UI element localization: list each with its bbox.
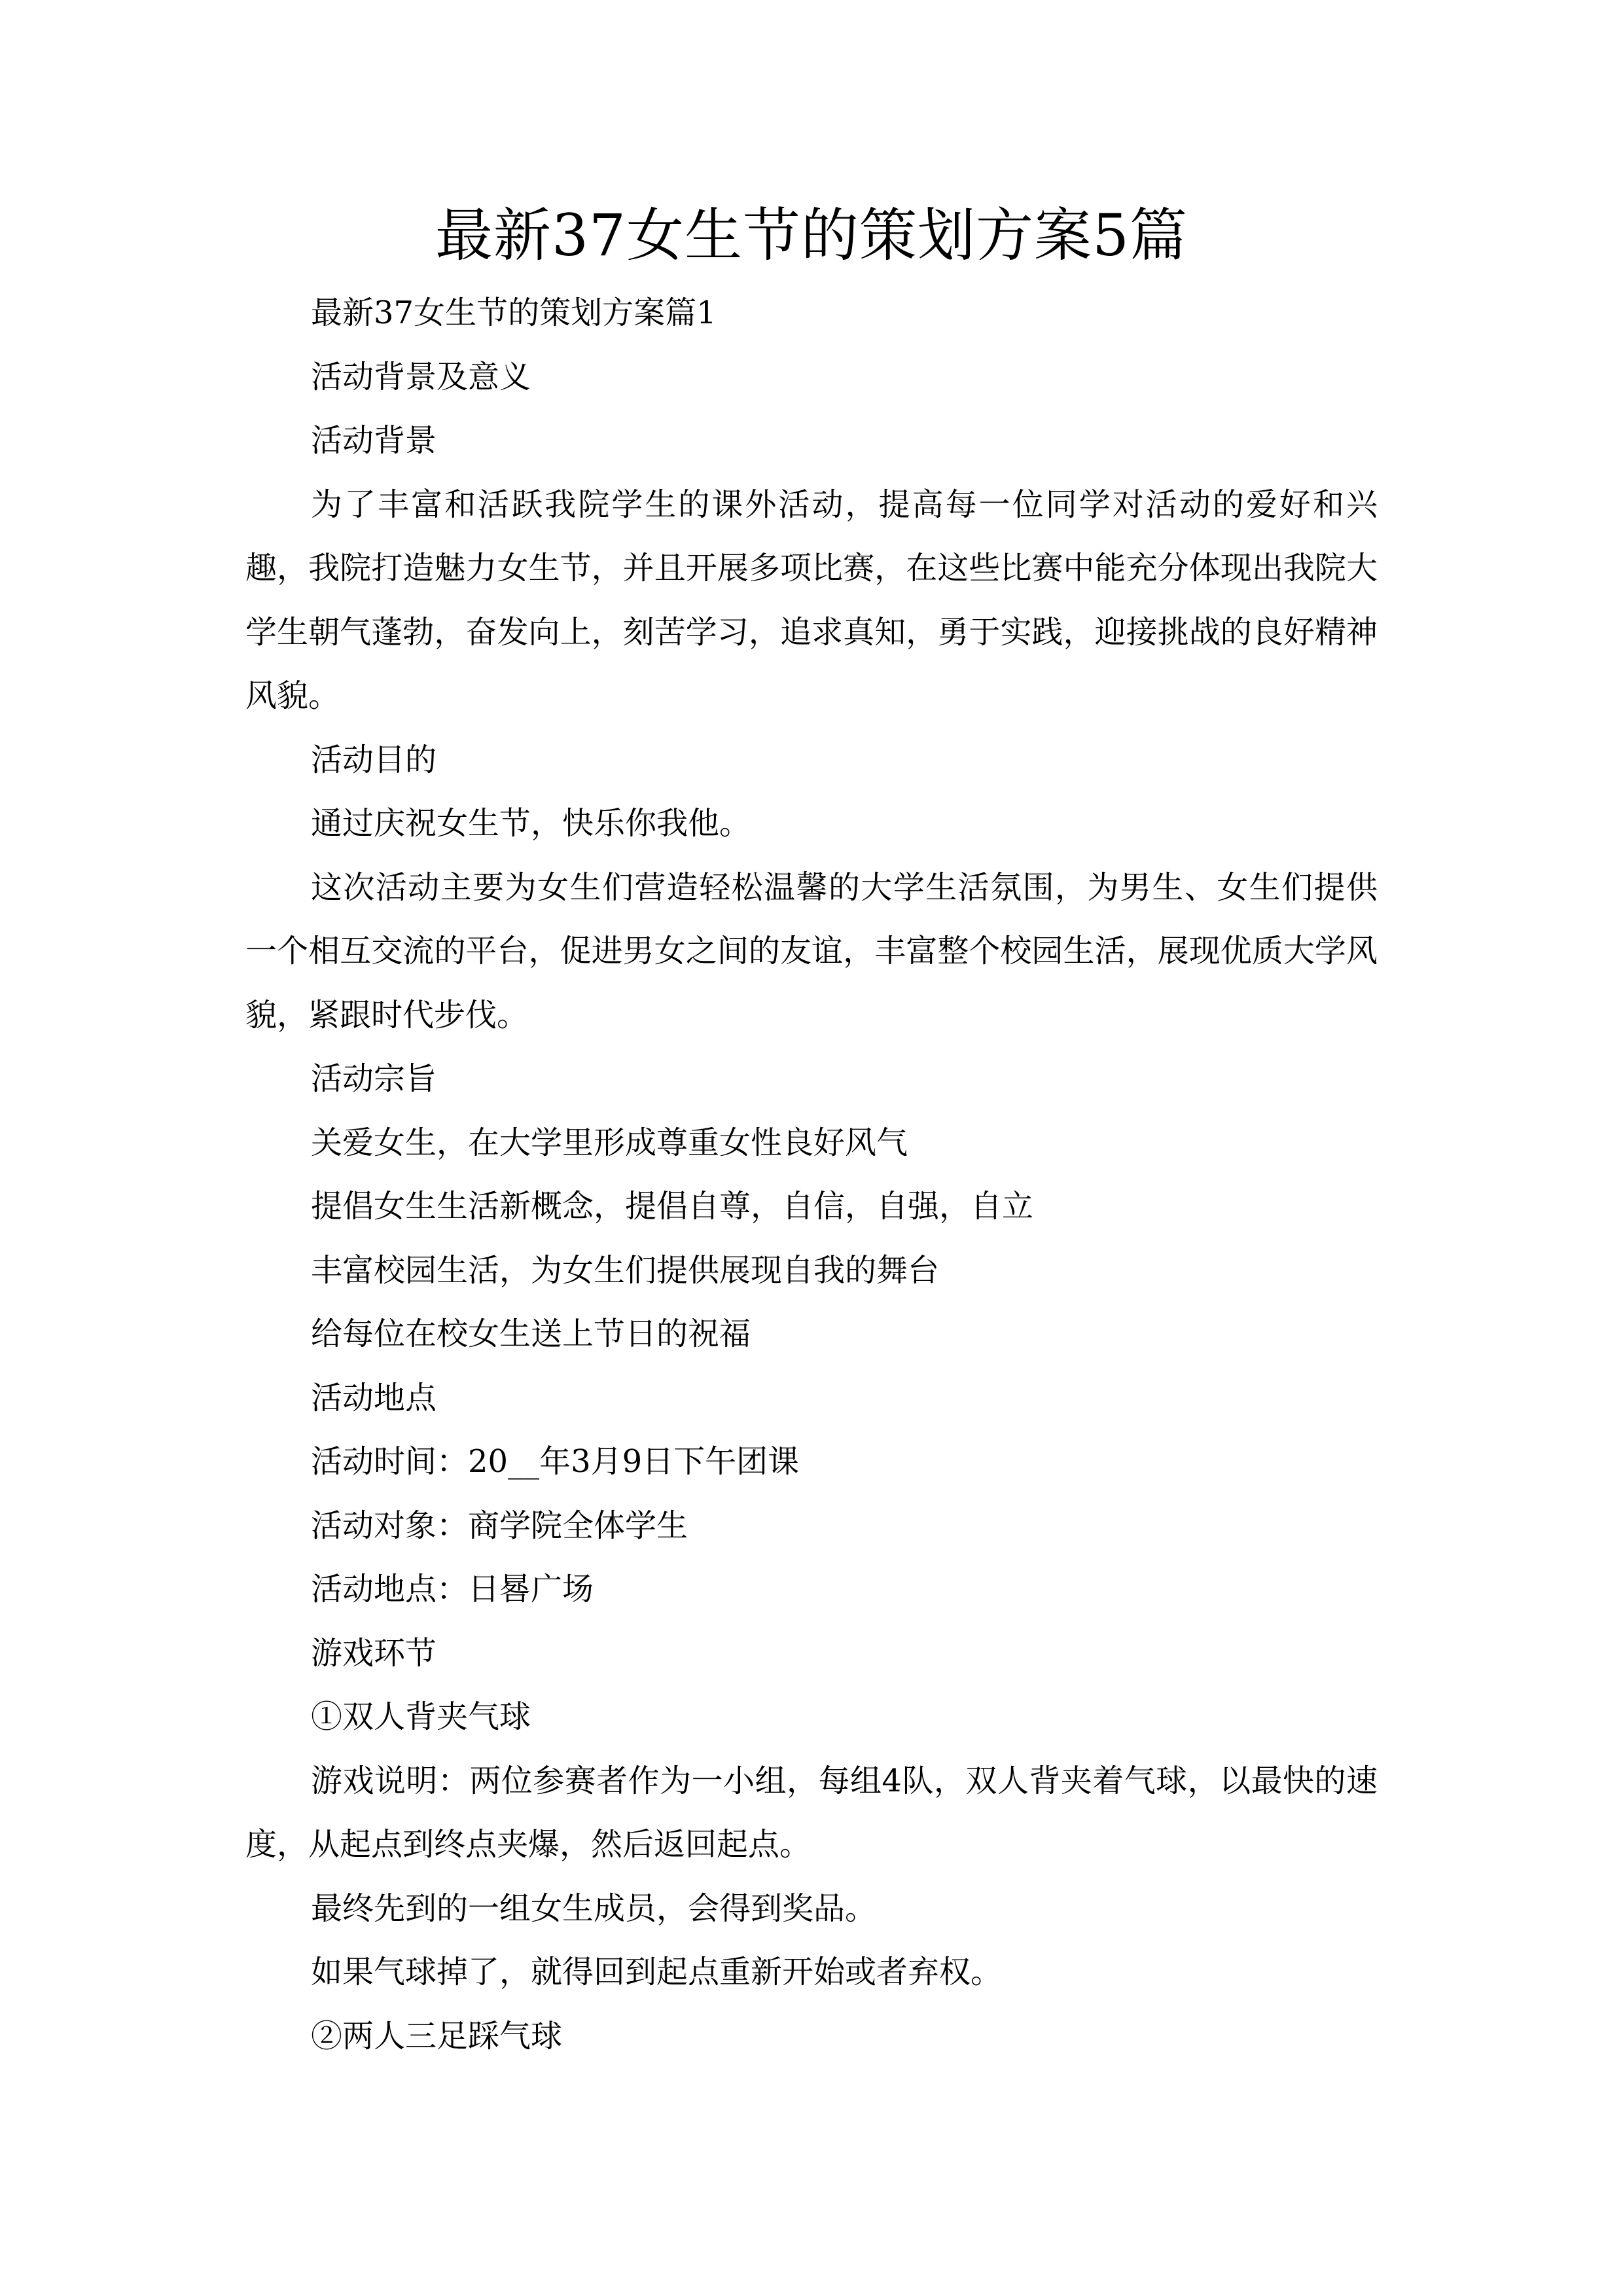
body-paragraph: 提倡女生生活新概念，提倡自尊，自信，自强，自立 [311, 1188, 1034, 1225]
body-paragraph: 活动时间：20__年3月9日下午团课 [311, 1443, 800, 1480]
body-paragraph: 游戏说明：两位参赛者作为一小组，每组4队，双人背夹着气球，以最快的速度，从起点到终点夹爆，然后返回起点。 [245, 1762, 1378, 1863]
section-heading: 活动背景及意义 [311, 358, 531, 395]
body-paragraph: 丰富校园生活，为女生们提供展现自我的舞台 [311, 1251, 940, 1289]
body-paragraph: 这次活动主要为女生们营造轻松温馨的大学生活氛围，为男生、女生们提供一个相互交流的平台，促进男女之间的友谊，丰富整个校园生活，展现优质大学风貌，紧跟时代步伐。 [245, 869, 1378, 1033]
document-title: 最新37女生节的策划方案5篇 [435, 202, 1188, 269]
section-heading: 活动目的 [311, 741, 437, 778]
body-paragraph: 活动地点：日晷广场 [311, 1571, 594, 1607]
section-heading: 游戏环节 [311, 1634, 437, 1672]
body-paragraph: 给每位在校女生送上节日的祝福 [311, 1316, 751, 1352]
body-paragraph: 活动对象：商学院全体学生 [311, 1507, 688, 1544]
document-body [245, 281, 1378, 2068]
body-paragraph: 通过庆祝女生节，快乐你我他。 [311, 805, 751, 842]
section-heading: 最新37女生节的策划方案篇1 [311, 295, 717, 331]
body-paragraph: 关爱女生，在大学里形成尊重女性良好风气 [311, 1124, 908, 1161]
section-heading: 活动宗旨 [311, 1060, 437, 1097]
body-paragraph: 为了丰富和活跃我院学生的课外活动，提高每一位同学对活动的爱好和兴趣，我院打造魅力女生节，并且开展多项比赛，在这些比赛中能充分体现出我院大学生朝气蓬勃，奋发向上，刻苦学习，追求真知，勇于实践，迎接挑战的良好精神风貌。 [245, 486, 1378, 714]
body-paragraph: 最终先到的一组女生成员，会得到奖品。 [311, 1890, 877, 1927]
list-item: ①双人背夹气球 [311, 1698, 531, 1735]
section-heading: 活动背景 [311, 422, 437, 459]
body-paragraph: 如果气球掉了，就得回到起点重新开始或者弃权。 [311, 1954, 1003, 1990]
list-item: ②两人三足踩气球 [311, 2017, 563, 2054]
section-heading: 活动地点 [311, 1379, 437, 1416]
